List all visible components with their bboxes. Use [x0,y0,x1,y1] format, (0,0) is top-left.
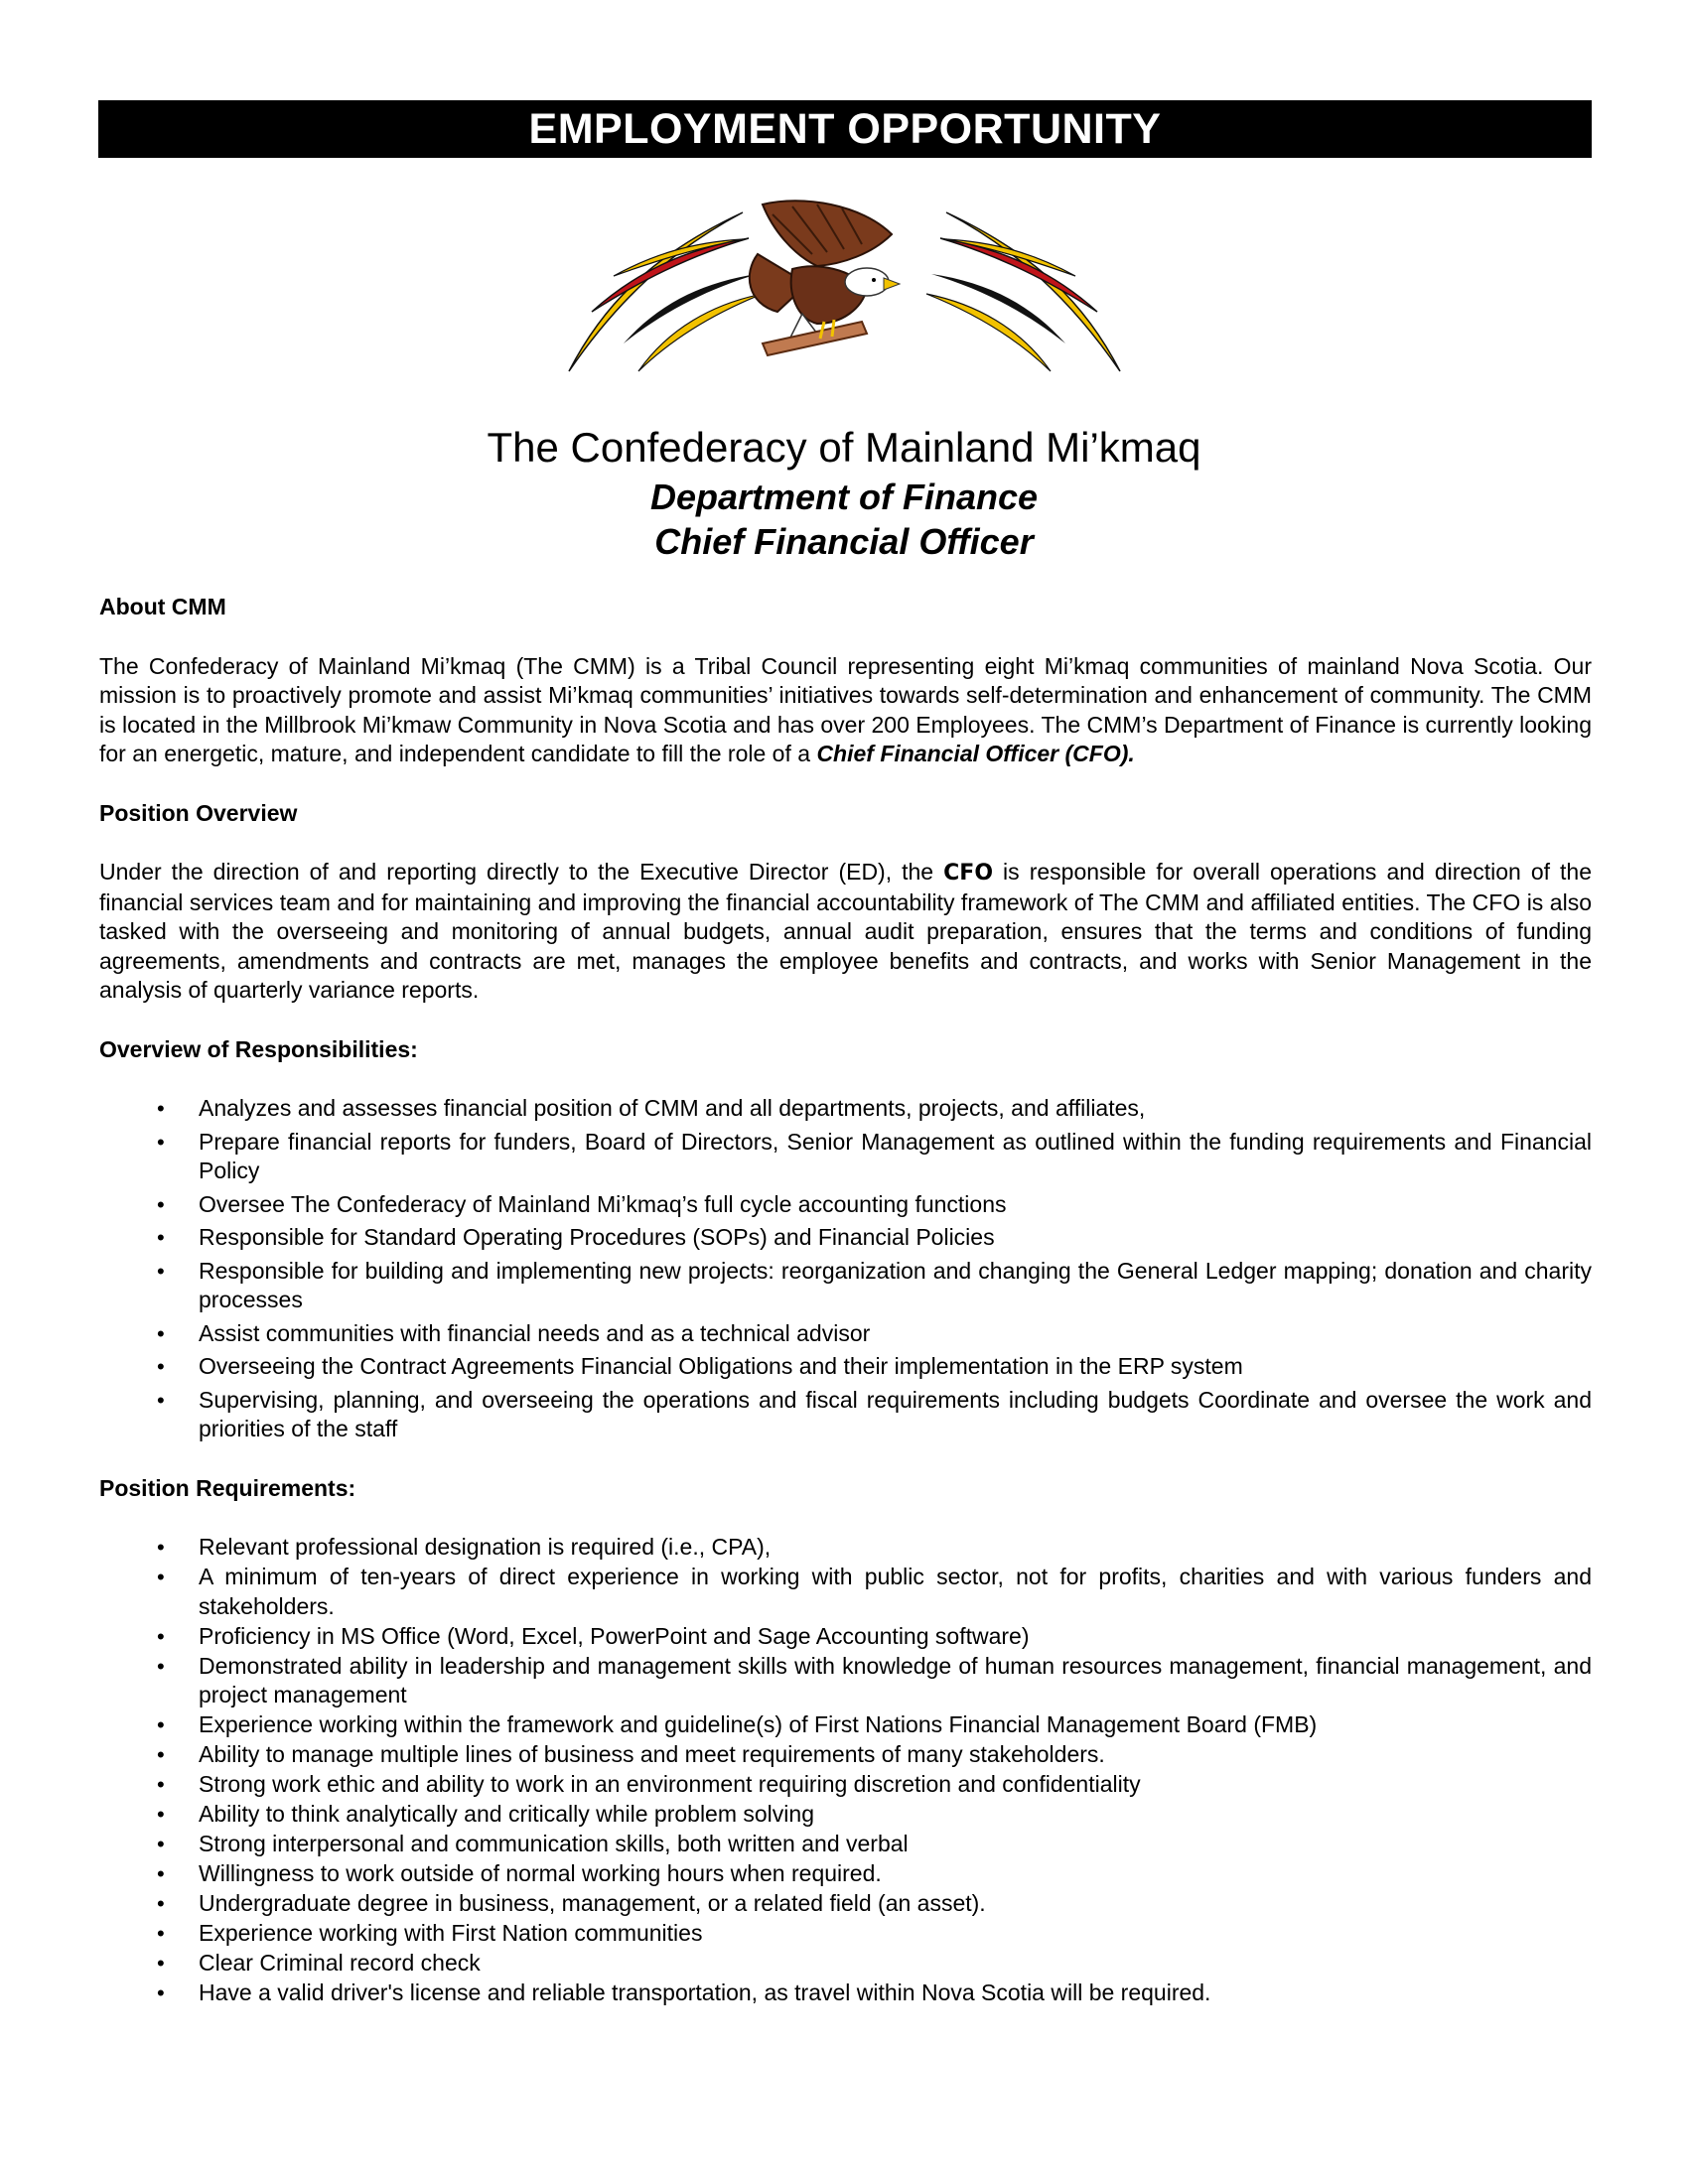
list-item: • Have a valid driver's license and reliable transportation, as travel within Nova Scotia will be required. [99,1979,1592,2008]
bullet-icon: • [157,1712,165,1737]
position-title: Chief Financial Officer [654,521,1034,562]
list-item: • A minimum of ten-years of direct experience in working with public sector, not for profits, charities and with various funders and stakeholders. [157,1564,1592,1619]
list-item: • Responsible for Standard Operating Procedures (SOPs) and Financial Policies [99,1223,1592,1253]
bullet-icon: • [157,1951,165,1976]
bullet-icon: • [157,1653,165,1679]
bullet-icon: • [157,1802,165,1827]
list-item: • Oversee The Confederacy of Mainland Mi’kmaq’s full cycle accounting functions [99,1190,1592,1220]
overview-text-before: Under the direction of and reporting directly to the Executive Director (ED), the [99,859,944,885]
department-title: Department of Finance [649,477,1039,517]
bullet-icon: • [157,1320,165,1346]
employment-opportunity-banner: EMPLOYMENT OPPORTUNITY [98,100,1592,158]
list-item: • Assist communities with financial needs and as a technical advisor [99,1319,1592,1349]
overview-paragraph [99,858,1592,1006]
posting-body [99,593,1592,2038]
list-item: • Experience working with First Nation communities [99,1919,1592,1949]
bullet-icon: • [157,1742,165,1767]
requirements-list [99,1533,1592,2008]
list-item: • Ability to think analytically and critically while problem solving [99,1800,1592,1830]
bullet-icon: • [157,1861,165,1886]
bullet-icon: • [157,1225,165,1250]
bullet-icon: • [157,1387,165,1413]
bullet-icon: • [157,1258,165,1284]
bullet-icon: • [157,1354,165,1379]
list-item: • Demonstrated ability in leadership and management skills with knowledge of human resources management, financial management, and project management [157,1652,1592,1707]
requirements-heading: Position Requirements: [99,1474,356,1501]
bullet-icon: • [157,1096,165,1121]
bullet-icon: • [157,1129,165,1155]
list-item: • Strong work ethic and ability to work in an environment requiring discretion and confidentiality [99,1770,1592,1800]
list-item: • Strong interpersonal and communication skills, both written and verbal [99,1830,1592,1859]
list-item: • Undergraduate degree in business, management, or a related field (an asset). [99,1889,1592,1919]
list-item: • Responsible for building and implementing new projects: reorganization and changing the General Ledger mapping; donation and charity processes [157,1257,1592,1312]
list-item: • Ability to manage multiple lines of business and meet requirements of many stakeholders. [99,1740,1592,1770]
bullet-icon: • [157,1772,165,1797]
eagle-logo-icon [564,195,1125,375]
list-item: • Prepare financial reports for funders, Board of Directors, Senior Management as outlined within the funding requirements and Financial Policy [157,1128,1592,1183]
bullet-icon: • [157,1623,165,1649]
overview-heading: Position Overview [99,799,298,826]
list-item: • Experience working within the framework and guideline(s) of First Nations Financial Management Board (FMB) [99,1710,1592,1740]
responsibilities-heading: Overview of Responsibilities: [99,1035,418,1062]
list-item: • Supervising, planning, and overseeing the operations and fiscal requirements including budgets Coordinate and oversee the work and priorities of the staff [157,1386,1592,1441]
bullet-icon: • [157,1832,165,1856]
overview-text-after: is responsible for overall operations and direction of the financial services team and for maintaining and improving the financial accountability framework of The CMM and affiliated entities. The CFO is also tasked with the overseeing and monitoring of annual budgets, annual audit preparation, ensures that the terms and conditions of funding agreements, amendments and contracts are met, manages the employee benefits and contracts, and works with Senior Management in the analysis of quarterly variance reports. [99,859,1593,1003]
bullet-icon: • [157,1565,165,1589]
overview-cfo: CFO [943,861,994,886]
bullet-icon: • [157,1980,165,2005]
about-heading: About CMM [99,594,226,619]
list-item: • Overseeing the Contract Agreements Financial Obligations and their implementation in the ERP system [99,1352,1592,1382]
bullet-icon: • [157,1921,165,1946]
bullet-icon: • [157,1191,165,1217]
list-item: • Clear Criminal record check [99,1949,1592,1979]
about-text: The Confederacy of Mainland Mi’kmaq (The CMM) is a Tribal Council representing eight Mi’kmaq communities of mainland Nova Scotia. Our mission is to proactively promote and assist Mi’kmaq communities’ initiatives towards self-determination and enhancement of community. The CMM is located in the Millbrook Mi’kmaw Community in Nova Scotia and has over 200 Employees. The CMM’s Department of Finance is currently looking for an energetic, mature, and independent candidate to fill the role of a [99,652,1592,766]
list-item: • Relevant professional designation is required (i.e., CPA), [99,1533,1592,1563]
organization-title: The Confederacy of Mainland Mi’kmaq [487,424,1201,471]
bullet-icon: • [157,1535,165,1560]
responsibilities-list [99,1094,1592,1444]
list-item: • Willingness to work outside of normal working hours when required. [99,1859,1592,1889]
about-role-emphasis: Chief Financial Officer (CFO). [816,741,1135,766]
list-item: • Analyzes and assesses financial position of CMM and all departments, projects, and affiliates, [99,1094,1592,1124]
bullet-icon: • [157,1891,165,1916]
list-item: • Proficiency in MS Office (Word, Excel, PowerPoint and Sage Accounting software) [99,1622,1592,1652]
about-paragraph [99,652,1592,769]
